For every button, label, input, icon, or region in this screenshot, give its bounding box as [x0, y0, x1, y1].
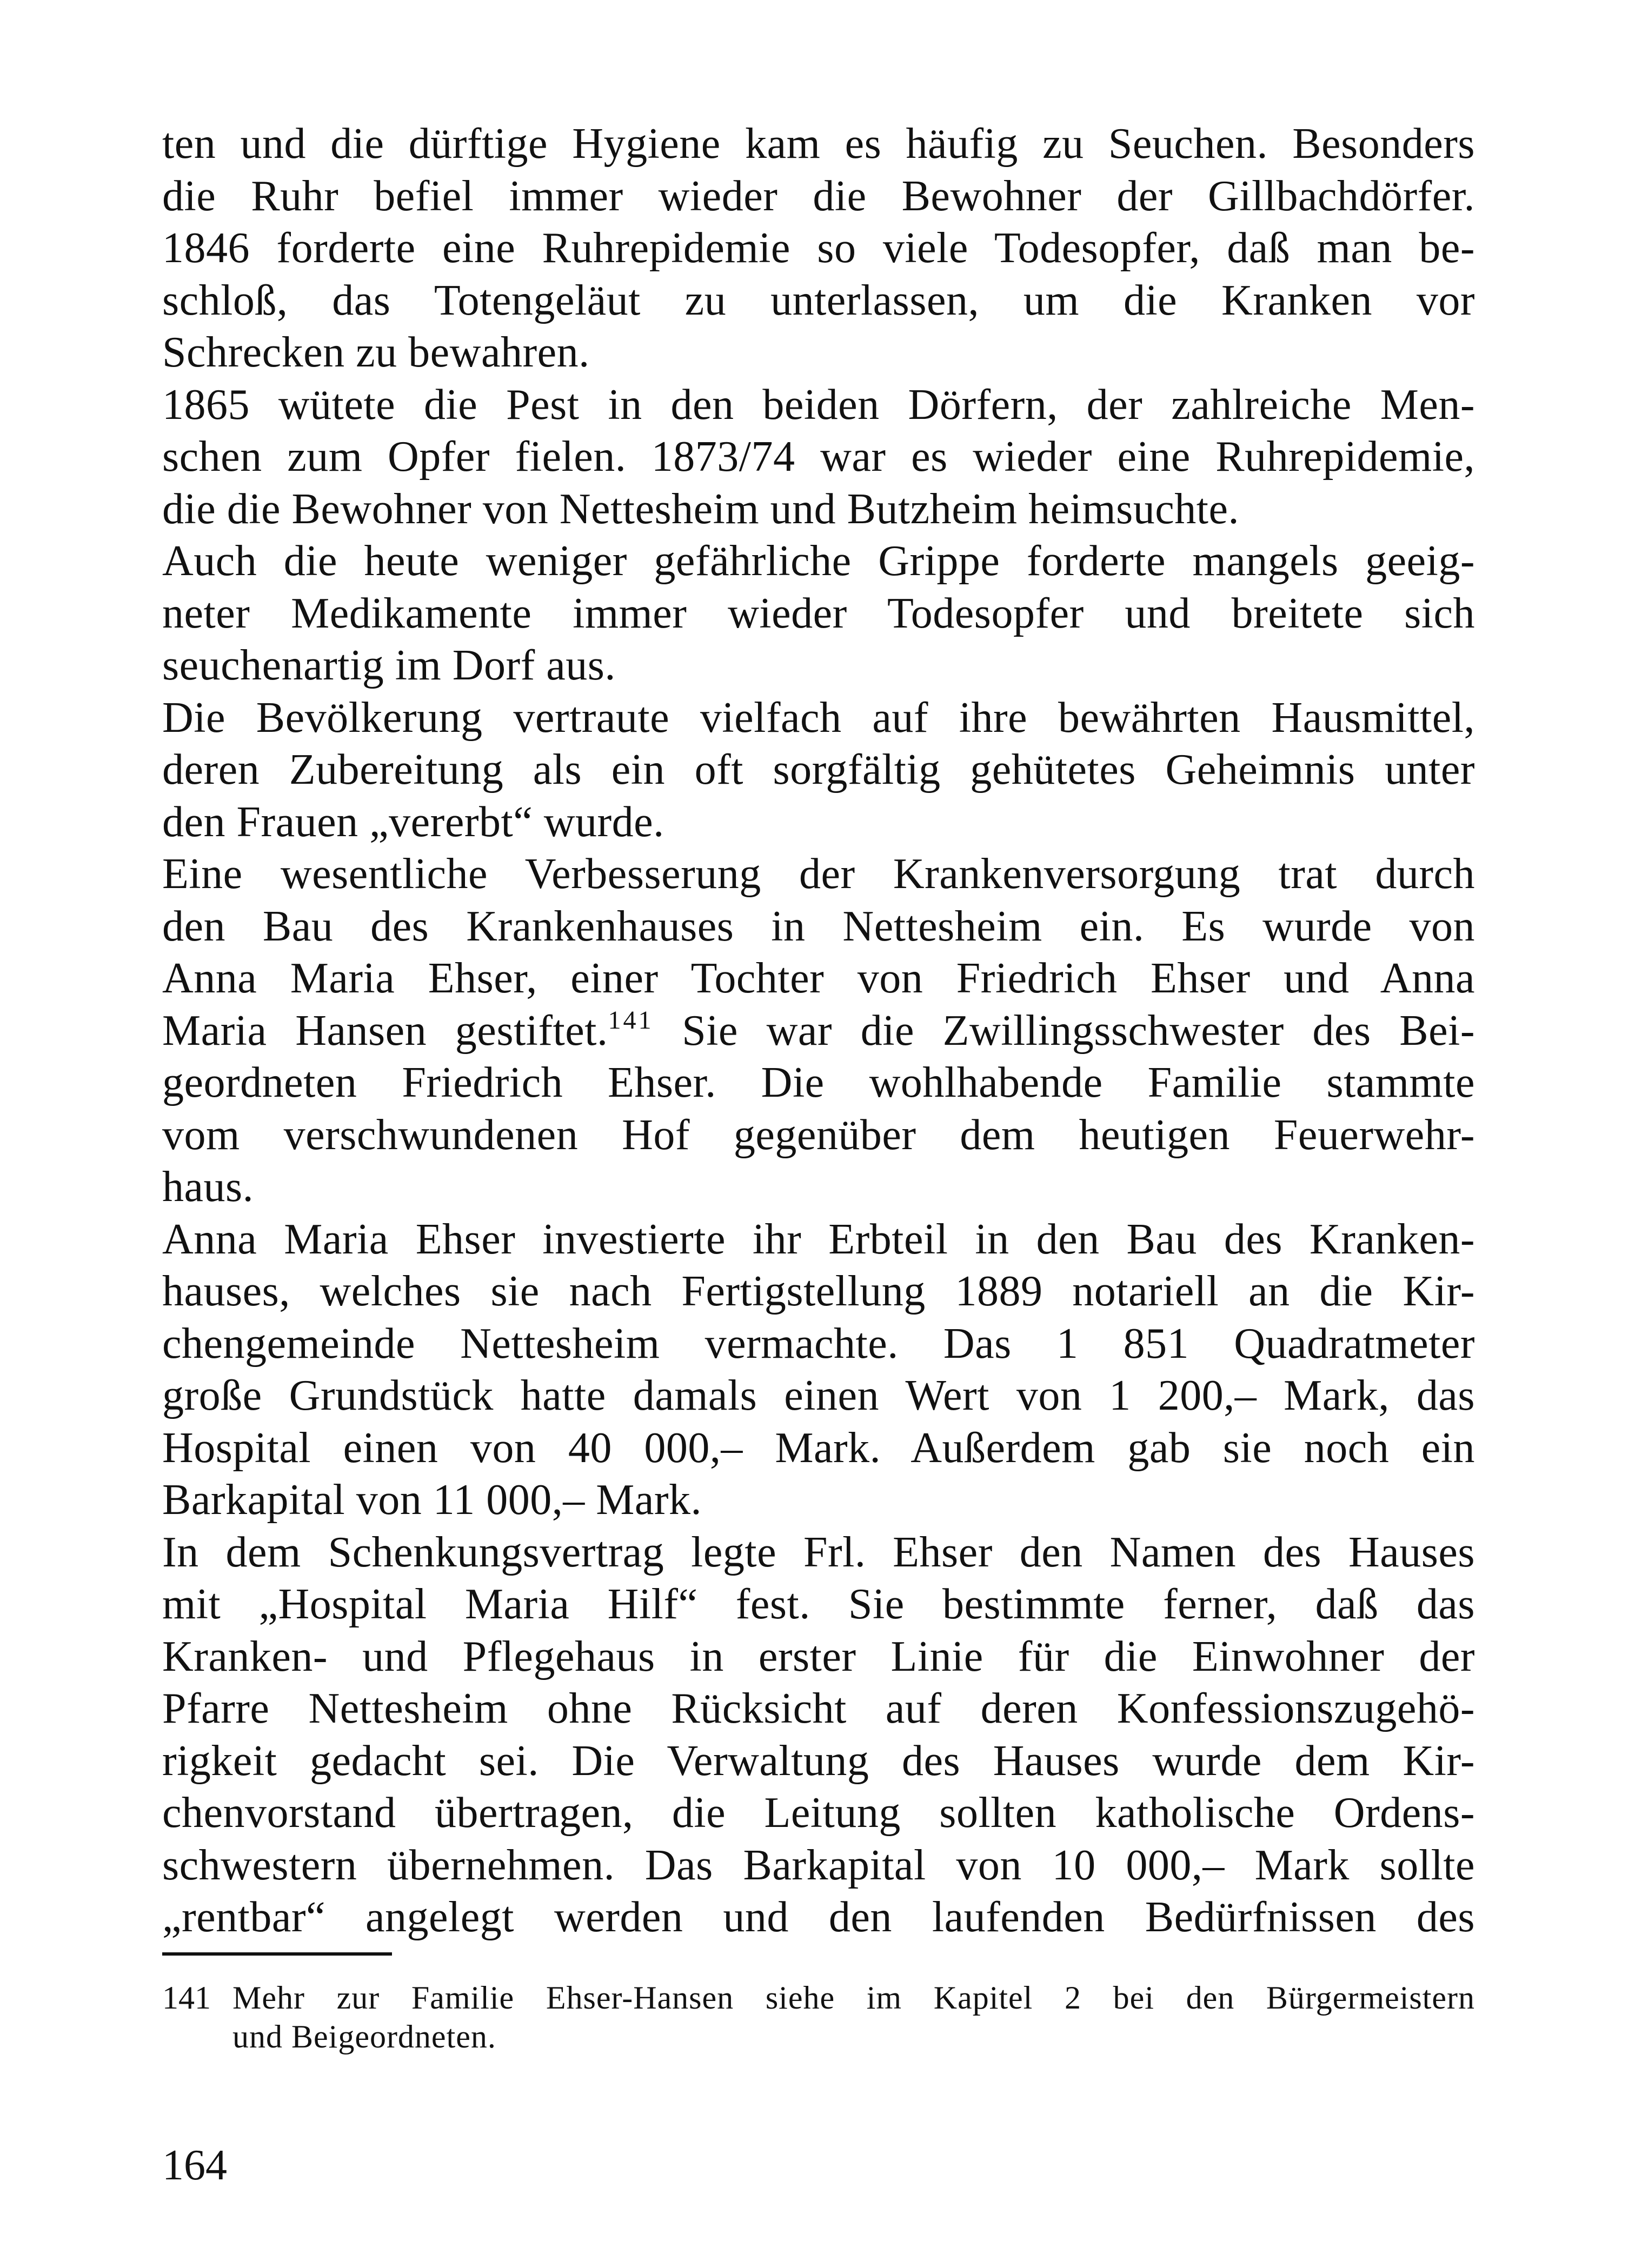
text-line: Auch die heute weniger gefährliche Grippe forderte mangels geeig- — [162, 537, 1475, 585]
text-line: die Ruhr befiel immer wieder die Bewohner der Gillbachdörfer. — [162, 172, 1475, 220]
text-line: neter Medikamente immer wieder Todesopfer und breitete sich — [162, 589, 1475, 637]
footnote-line: Mehr zur Familie Ehser-Hansen siehe im Kapitel 2 bei den Bürgermeistern — [232, 1980, 1475, 2016]
text-line: mit „Hospital Maria Hilf“ fest. Sie bestimmte ferner, daß das — [162, 1580, 1475, 1628]
text-segment: Sie war die Zwillingsschwester des Bei- — [653, 1006, 1475, 1055]
text-line: Schrecken zu bewahren. — [162, 329, 590, 376]
text-line: vom verschwundenen Hof gegenüber dem heutigen Feuerwehr- — [162, 1111, 1475, 1159]
text-line: Anna Maria Ehser investierte ihr Erbteil in den Bau des Kranken- — [162, 1215, 1475, 1263]
text-line: 1846 forderte eine Ruhrepidemie so viele Todesopfer, daß man be- — [162, 224, 1475, 272]
text-line-with-footnote-ref — [162, 1005, 1475, 1057]
text-line: ten und die dürftige Hygiene kam es häufig zu Seuchen. Besonders — [162, 120, 1475, 168]
text-line: Kranken- und Pflegehaus in erster Linie für die Einwohner der — [162, 1632, 1475, 1680]
text-line: Eine wesentliche Verbesserung der Krankenversorgung trat durch — [162, 850, 1475, 898]
page-number: 164 — [162, 2142, 227, 2189]
footnote-divider — [162, 1952, 392, 1956]
footnote — [162, 1978, 1475, 2056]
text-line: 1865 wütete die Pest in den beiden Dörfern, der zahlreiche Men- — [162, 381, 1475, 429]
body-text — [162, 118, 1475, 1944]
text-line: schwestern übernehmen. Das Barkapital von 10 000,– Mark sollte — [162, 1841, 1475, 1889]
text-line: seuchenartig im Dorf aus. — [162, 642, 616, 689]
text-line: chenvorstand übertragen, die Leitung sollten katholische Ordens- — [162, 1789, 1475, 1837]
text-line: deren Zubereitung als ein oft sorgfältig gehütetes Geheimnis unter — [162, 746, 1475, 793]
text-line: „rentbar“ angelegt werden und den laufenden Bedürfnissen des — [162, 1893, 1475, 1941]
text-line: den Frauen „vererbt“ wurde. — [162, 798, 664, 846]
text-line: geordneten Friedrich Ehser. Die wohlhabende Familie stammte — [162, 1059, 1475, 1106]
footnote-number: 141 — [162, 1980, 211, 2016]
footnote-reference[interactable]: 141 — [608, 1005, 654, 1035]
text-line: Hospital einen von 40 000,– Mark. Außerdem gab sie noch ein — [162, 1424, 1475, 1472]
text-line: den Bau des Krankenhauses in Nettesheim ein. Es wurde von — [162, 902, 1475, 950]
text-line: rigkeit gedacht sei. Die Verwaltung des Hauses wurde dem Kir- — [162, 1737, 1475, 1785]
text-line: schen zum Opfer fielen. 1873/74 war es wieder eine Ruhrepidemie, — [162, 433, 1475, 481]
text-line: schloß, das Totengeläut zu unterlassen, um die Kranken vor — [162, 276, 1475, 324]
text-line: Pfarre Nettesheim ohne Rücksicht auf deren Konfessionszugehö- — [162, 1685, 1475, 1732]
text-line: Die Bevölkerung vertraute vielfach auf ihre bewährten Hausmittel, — [162, 693, 1475, 742]
text-line: hauses, welches sie nach Fertigstellung 1889 notariell an die Kir- — [162, 1268, 1475, 1315]
text-line: haus. — [162, 1163, 254, 1211]
text-line: chengemeinde Nettesheim vermachte. Das 1 851 Quadratmeter — [162, 1319, 1475, 1368]
footnote-line: und Beigeordneten. — [232, 2019, 496, 2054]
text-line: die die Bewohner von Nettesheim und Butzheim heimsuchte. — [162, 485, 1239, 533]
text-segment: Maria Hansen gestiftet. — [162, 1006, 608, 1055]
text-line: Barkapital von 11 000,– Mark. — [162, 1476, 702, 1524]
text-line: In dem Schenkungsvertrag legte Frl. Ehser den Namen des Hauses — [162, 1528, 1475, 1576]
text-line: große Grundstück hatte damals einen Wert von 1 200,– Mark, das — [162, 1372, 1475, 1419]
text-line: Anna Maria Ehser, einer Tochter von Friedrich Ehser und Anna — [162, 955, 1475, 1002]
footnote-text — [232, 1978, 1475, 2056]
